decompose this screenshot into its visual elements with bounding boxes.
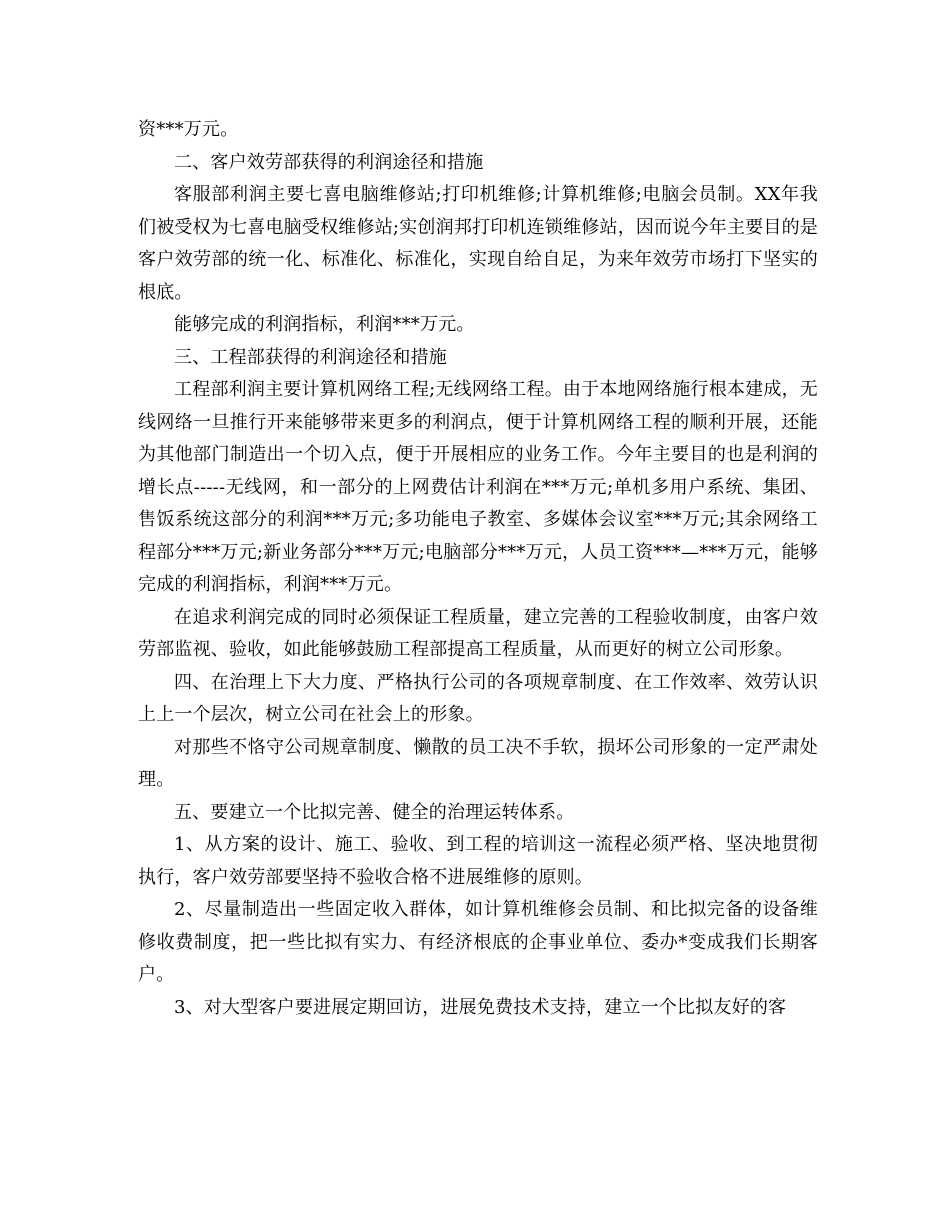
paragraph: 资***万元。 bbox=[138, 119, 239, 140]
list-item: 2、尽量制造出一些固定收入群体，如计算机维修会员制、和比拟完备的设备维修收费制度，把一些比拟有实力、有经济根底的企事业单位、委办*变成我们长期客户。 bbox=[138, 899, 818, 985]
section-heading: 二、客户效劳部获得的利润途径和措施 bbox=[174, 151, 484, 173]
document-body bbox=[138, 114, 818, 1024]
section-heading: 四、在治理上下大力度、严格执行公司的各项规章制度、在工作效率、效劳认识上上一个层次，树立公司在社会上的形象。 bbox=[138, 671, 818, 725]
paragraph: 在追求利润完成的同时必须保证工程质量，建立完善的工程验收制度，由客户效劳部监视、验收，如此能够鼓励工程部提高工程质量，从而更好的树立公司形象。 bbox=[138, 606, 818, 660]
paragraph: 客服部利润主要七喜电脑维修站;打印机维修;计算机维修;电脑会员制。XX年我们被受权为七喜电脑受权维修站;实创润邦打印机连锁维修站，因而说今年主要目的是客户效劳部的统一化、标准化、标准化，实现自给自足，为来年效劳市场打下坚实的根底。 bbox=[138, 184, 818, 303]
paragraph: 能够完成的利润指标，利润***万元。 bbox=[174, 314, 475, 335]
list-item: 1、从方案的设计、施工、验收、到工程的培训这一流程必须严格、坚决地贯彻执行，客户效劳部要坚持不验收合格不进展维修的原则。 bbox=[138, 834, 818, 888]
list-item: 3、对大型客户要进展定期回访，进展免费技术支持，建立一个比拟友好的客 bbox=[174, 996, 787, 1018]
paragraph: 对那些不恪守公司规章制度、懒散的员工决不手软，损坏公司形象的一定严肃处理。 bbox=[138, 736, 818, 790]
paragraph: 工程部利润主要计算机网络工程;无线网络工程。由于本地网络施行根本建成，无线网络一旦推行开来能够带来更多的利润点，便于计算机网络工程的顺利开展，还能为其他部门制造出一个切入点，便于开展相应的业务工作。今年主要目的也是利润的增长点-----无线网，和一部分的上网费估计利润在***万元;单机多用户系统、集团、售饭系统这部分的利润***万元;多功能电子教室、多媒体会议室***万元;其余网络工程部分***万元;新业务部分***万元;电脑部分***万元，人员工资***—***万元，能够完成的利润指标，利润***万元。 bbox=[138, 379, 818, 595]
section-heading: 三、工程部获得的利润途径和措施 bbox=[174, 346, 447, 368]
section-heading: 五、要建立一个比拟完善、健全的治理运转体系。 bbox=[174, 801, 575, 823]
